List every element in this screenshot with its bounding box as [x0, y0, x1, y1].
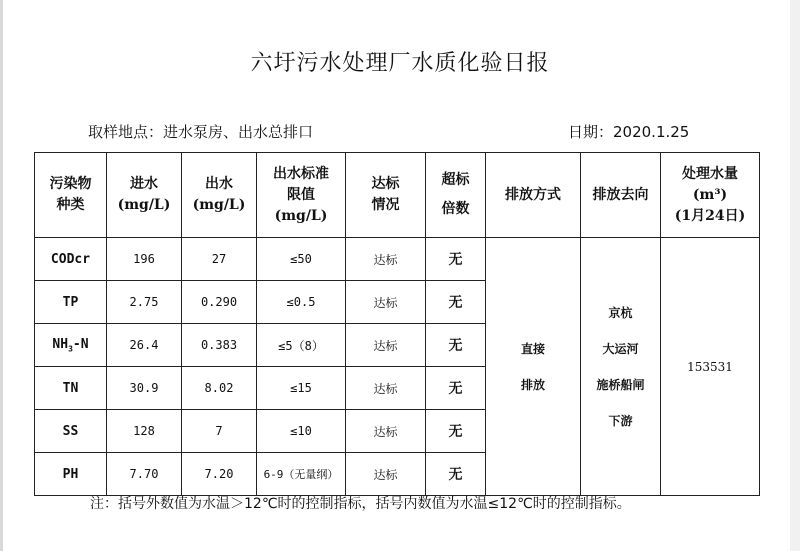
header-inflow: 进水 (mg/L) — [107, 153, 182, 238]
exceed-value: 无 — [426, 367, 486, 410]
pollutant-name: CODcr — [35, 238, 107, 281]
header-exceed: 超标 倍数 — [426, 153, 486, 238]
status-value: 达标 — [346, 324, 426, 367]
limit-value: 6-9（无量纲） — [257, 453, 346, 496]
status-value: 达标 — [346, 453, 426, 496]
pollutant-name: TP — [35, 281, 107, 324]
table-header-row — [35, 153, 760, 238]
inflow-value: 30.9 — [107, 367, 182, 410]
outflow-value: 0.383 — [182, 324, 257, 367]
status-value: 达标 — [346, 410, 426, 453]
water-quality-table — [34, 152, 760, 496]
status-value: 达标 — [346, 281, 426, 324]
inflow-value: 128 — [107, 410, 182, 453]
header-volume: 处理水量 (m³) (1月24日) — [661, 153, 760, 238]
pollutant-name: SS — [35, 410, 107, 453]
header-discharge-destination: 排放去向 — [581, 153, 661, 238]
exceed-value: 无 — [426, 238, 486, 281]
outflow-value: 27 — [182, 238, 257, 281]
report-date: 日期：2020.1.25 — [568, 123, 690, 141]
outflow-value: 0.290 — [182, 281, 257, 324]
inflow-value: 2.75 — [107, 281, 182, 324]
table-row — [35, 238, 760, 281]
header-pollutant: 污染物 种类 — [35, 153, 107, 238]
limit-value: ≤0.5 — [257, 281, 346, 324]
pollutant-name: PH — [35, 453, 107, 496]
treated-volume-value: 153531 — [661, 238, 760, 496]
pollutant-name: TN — [35, 367, 107, 410]
header-status: 达标 情况 — [346, 153, 426, 238]
limit-value: ≤50 — [257, 238, 346, 281]
limit-value: ≤10 — [257, 410, 346, 453]
pollutant-name: $NH_3-N$ — [35, 324, 107, 367]
page-left-edge — [0, 0, 3, 551]
outflow-value: 7.20 — [182, 453, 257, 496]
inflow-value: 196 — [107, 238, 182, 281]
exceed-value: 无 — [426, 281, 486, 324]
limit-value: ≤5（8） — [257, 324, 346, 367]
header-outflow: 出水 (mg/L) — [182, 153, 257, 238]
header-discharge-method: 排放方式 — [486, 153, 581, 238]
sampling-location: 取样地点：进水泵房、出水总排口 — [88, 123, 314, 141]
report-title: 六圩污水处理厂水质化验日报 — [250, 51, 550, 76]
outflow-value: 8.02 — [182, 367, 257, 410]
inflow-value: 26.4 — [107, 324, 182, 367]
discharge-method-cell: 直接 排放 — [486, 238, 581, 496]
header-limit: 出水标准 限值 (mg/L) — [257, 153, 346, 238]
status-value: 达标 — [346, 238, 426, 281]
exceed-value: 无 — [426, 453, 486, 496]
footnote: 注：括号外数值为水温＞12℃时的控制指标，括号内数值为水温≤12℃时的控制指标。 — [90, 496, 631, 512]
limit-value: ≤15 — [257, 367, 346, 410]
exceed-value: 无 — [426, 324, 486, 367]
status-value: 达标 — [346, 367, 426, 410]
page-right-edge — [790, 0, 800, 551]
inflow-value: 7.70 — [107, 453, 182, 496]
outflow-value: 7 — [182, 410, 257, 453]
discharge-destination-cell: 京杭 大运河 施桥船闸 下游 — [581, 238, 661, 496]
exceed-value: 无 — [426, 410, 486, 453]
